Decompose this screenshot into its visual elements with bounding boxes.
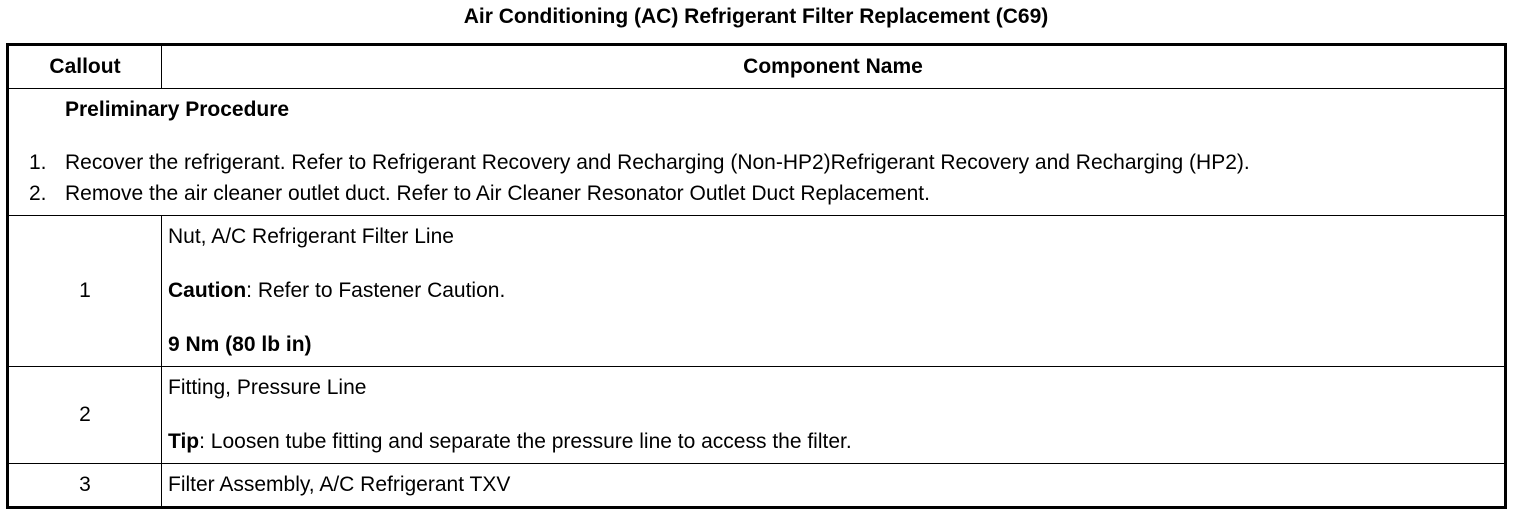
table-row: [8, 216, 1506, 367]
tip-text: : Loosen tube fitting and separate the pressure line to access the filter.: [199, 430, 852, 453]
preliminary-procedure: [8, 89, 1506, 216]
component-name: Fitting, Pressure Line: [168, 376, 367, 399]
torque-value: 9 Nm (80 lb in): [168, 333, 312, 356]
callout-number: 1: [8, 216, 162, 367]
step-number: 2.: [29, 182, 47, 205]
callout-number: 3: [8, 464, 162, 508]
table-row: [8, 367, 1506, 464]
step-number: 1.: [29, 151, 47, 174]
step-text: Remove the air cleaner outlet duct. Refer to Air Cleaner Resonator Outlet Duct Replacement.: [65, 182, 930, 205]
procedure-table: [6, 43, 1507, 509]
callout-number: 2: [8, 367, 162, 464]
preliminary-step: [29, 147, 1504, 178]
component-name: Nut, A/C Refrigerant Filter Line: [168, 225, 454, 248]
preliminary-row: [8, 89, 1506, 216]
table-header-row: [8, 45, 1506, 89]
torque-spec: [168, 332, 1504, 358]
component-cell: [162, 216, 1506, 367]
tip-label: Tip: [168, 430, 200, 453]
caution-note: [168, 278, 1504, 304]
page-title: Air Conditioning (AC) Refrigerant Filter Replacement (C69): [463, 5, 1049, 28]
component-cell: [162, 367, 1506, 464]
preliminary-heading: Preliminary Procedure: [65, 98, 290, 121]
step-text: Recover the refrigerant. Refer to Refrigerant Recovery and Recharging (Non-HP2)Refrigerant Recovery and Recharging (HP2).: [65, 151, 1250, 174]
callout-header: Callout: [8, 45, 162, 89]
component-name-header: Component Name: [162, 45, 1506, 89]
caution-label: Caution: [168, 279, 247, 302]
component-name: Filter Assembly, A/C Refrigerant TXV: [168, 473, 511, 496]
component-cell: [162, 464, 1506, 508]
table-row: [8, 464, 1506, 508]
preliminary-step: [29, 178, 1504, 209]
tip-note: [168, 429, 1504, 455]
caution-text: : Refer to Fastener Caution.: [246, 279, 506, 302]
